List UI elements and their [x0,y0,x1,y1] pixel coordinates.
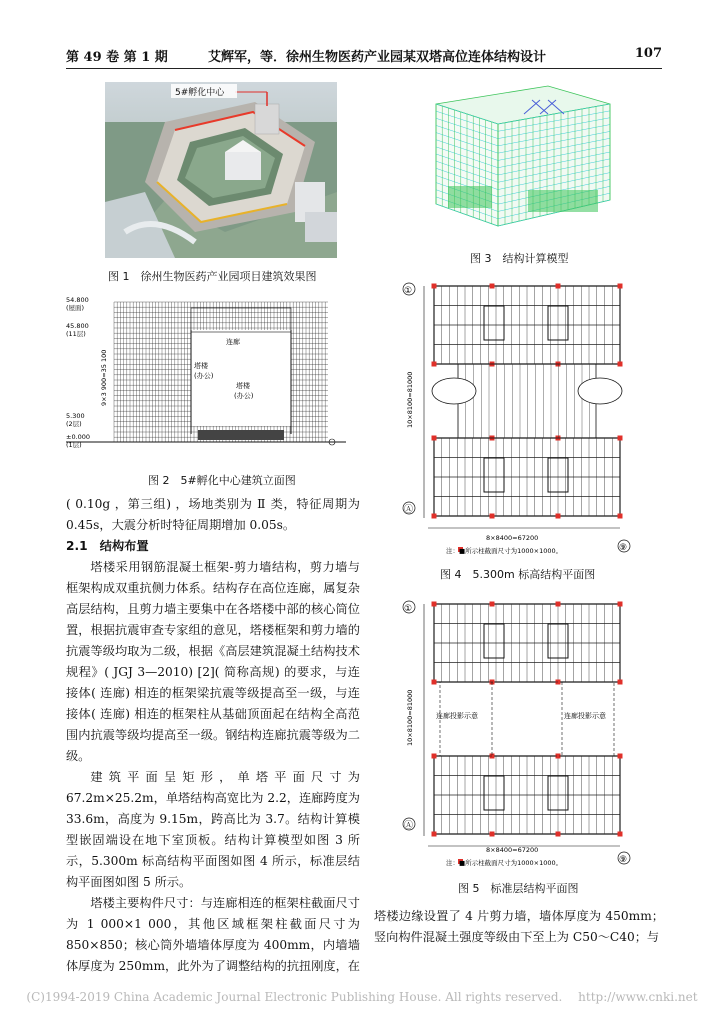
plan-column-mark [490,284,495,289]
figure-3-caption: 图 3 结构计算模型 [470,252,569,265]
plan-core-left [484,306,504,340]
right-column-text [374,906,664,948]
fig2-elev-0-note: (1层) [66,441,82,449]
plan4-grid [424,284,623,529]
plan-column-mark [618,680,623,685]
plan-column-mark [618,832,623,837]
journal-volume: 第 49 卷 第 1 期 [66,50,168,65]
plan-column-mark [618,362,623,367]
plan-corridor-zone [458,364,596,438]
figure-4-caption: 图 4 5.300m 标高结构平面图 [440,568,596,581]
plan-column-mark [556,602,561,607]
fig2-tower-right-note: (办公) [234,392,254,400]
figure-4-plan [398,278,634,558]
fig2-tower-left-note: (办公) [194,372,214,380]
plan-column-mark [490,832,495,837]
fig5-dim-vertical: 10×8100=81000 [406,689,414,746]
plan-column-mark [618,514,623,519]
plan-core-left [484,776,504,810]
plan-column-mark [432,284,437,289]
plan-core-left [484,624,504,658]
fig2-tower-left: 塔楼 [194,362,208,370]
plan-column-mark [556,832,561,837]
fig4-dim-horizontal: 8×8400=67200 [486,534,539,542]
fig4-axis-top: ① [404,286,413,296]
figure-2-caption: 图 2 5#孵化中心建筑立面图 [148,474,296,487]
copyright-footer: (C)1994-2019 China Academic Journal Electronic Publishing House. All rights reserved. http://www.cnki.net [26,990,698,1004]
paragraph-plan: 建筑平面呈矩形，单塔平面尺寸为 67.2m×25.2m，单塔结构高宽比为 2.2，连廊跨度为 33.6m，高度为 9.15m，跨高比为 3.7。结构计算模型嵌固端设在地下室顶板。结构计算模型如图 3 所示，5.300m 标高结构平面图如图 4 所示，标准层结构平面图如图 5 所示。 [66,770,360,889]
header-rule [66,68,662,69]
plan5-grid [424,602,623,847]
plan-column-mark [432,362,437,367]
fig1-label: 5#孵化中心 [175,88,225,98]
fig2-elev-top: 54.800 [66,296,89,304]
fig5-dim-horizontal: 8×8400=67200 [486,846,539,854]
plan-column-mark [618,284,623,289]
article-running-title: 艾辉军，等．徐州生物医药产业园某双塔高位连体结构设计 [208,50,547,65]
fig5-proj-right: 连廊投影示意 [564,712,606,720]
plan-column-mark [432,514,437,519]
fig4-axis-right: ⑨ [619,543,628,553]
plan-column-mark [490,514,495,519]
figure-1-caption: 图 1 徐州生物医药产业园项目建筑效果图 [108,270,317,283]
plan-column-mark [556,514,561,519]
figure-5-caption: 图 5 标准层结构平面图 [458,882,579,895]
fig4-note: 注：■所示柱截面尺寸为1000×1000。 [446,547,563,555]
plan-column-mark [618,754,623,759]
figure-5-plan [398,596,634,872]
plan-core-left [484,458,504,492]
fig5-note: 注：■所示柱截面尺寸为1000×1000。 [446,859,563,867]
page-number: 107 [634,46,662,61]
fig4-dim-vertical: 10×8100=81000 [406,371,414,428]
fig5-axis-right: ⑨ [619,855,628,865]
plan-opening-left [432,378,476,404]
paragraph-site: ( 0.10g ，第三组) ，场地类别为 Ⅱ 类，特征周期为 0.45s，大震分析时特征周期增加 0.05s。 [66,497,360,532]
plan-column-mark [556,284,561,289]
fig4-axis-left: Ⓐ [404,505,414,515]
fig2-elev-45-note: (11层) [66,330,86,338]
plan-column-mark [618,436,623,441]
plan-column-mark [432,754,437,759]
paragraph-structure: 塔楼采用钢筋混凝土框架-剪力墙结构，剪力墙与框架构成双重抗侧力体系。结构存在高位连廊，属复杂高层结构，且剪力墙主要集中在各塔楼中部的核心筒位置，根据抗震审查专家组的意见，塔楼框架和剪力墙的抗震等级均取为二级，根据《高层建筑混凝土结构技术规程》( JGJ 3—2010) [2]( 简称高规) 的要求，与连接体( 连廊) 相连的框架梁抗震等级提高至一级，与连接体( 连廊) 相连的框架柱从基础顶面起在结构全高范围内抗震等级均提高至一级。钢结构连廊抗震等级为二级。 [66,560,360,763]
fig2-tower-right: 塔楼 [236,382,250,390]
figure-3-model [428,80,616,230]
fig2-elev-45: 45.800 [66,322,89,330]
figure-2-elevation [66,296,346,456]
paragraph-shear-walls: 塔楼边缘设置了 4 片剪力墙，墙体厚度为 450mm；竖向构件混凝土强度等级由下至上为 C50～C40；与 [374,909,664,944]
fig5-axis-left: Ⓐ [404,821,414,831]
fig5-axis-top: ① [404,604,413,614]
figure-1-rendering [105,82,337,258]
plan-opening-right [578,378,622,404]
section-heading-2-1: 2.1 结构布置 [66,539,149,553]
plan-column-mark [618,602,623,607]
fig5-proj-left: 连廊投影示意 [436,712,478,720]
plan-column-mark [490,602,495,607]
running-header [66,46,662,68]
fig2-elev-5: 5.300 [66,412,85,420]
plan-column-mark [432,602,437,607]
fig2-corridor-label: 连廊 [226,338,240,346]
plan-column-mark [432,680,437,685]
fig2-elev-0: ±0.000 [66,433,91,441]
plan-column-mark [432,436,437,441]
fig2-elev-top-note: (屋面) [66,304,85,312]
paragraph-members: 塔楼主要构件尺寸：与连廊相连的框架柱截面尺寸为 1 000×1 000，其他区域框架柱截面尺寸为 850×850；核心筒外墙墙体厚度为 400mm，内墙墙体厚度为 250mm，此外为了调整结构的抗扭刚度，在 [66,896,360,973]
left-column-text [66,494,360,977]
elev-lobby [198,430,284,440]
fig2-vertical-dim: 9×3 900=35 100 [100,349,108,406]
plan-column-mark [432,832,437,837]
fig2-elev-5-note: (2层) [66,420,82,428]
